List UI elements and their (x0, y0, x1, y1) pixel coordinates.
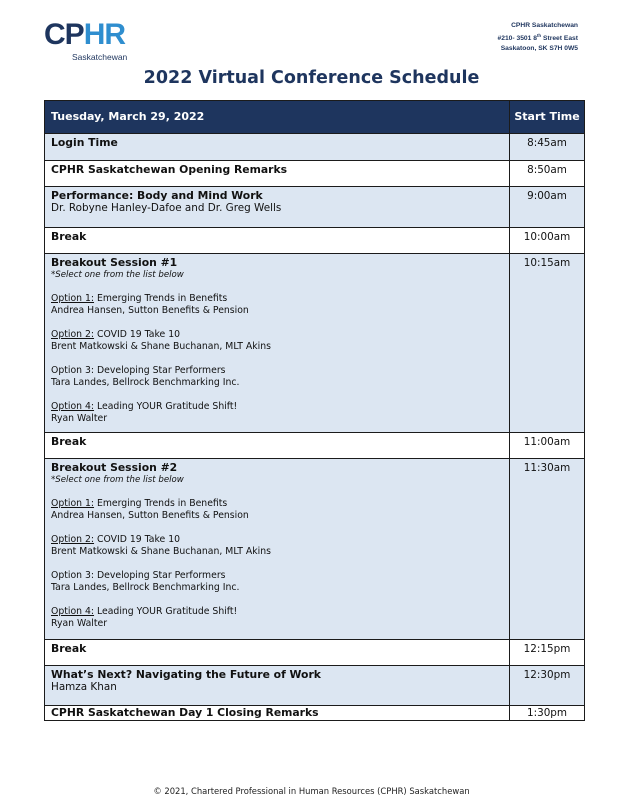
day-header: Tuesday, March 29, 2022 (45, 101, 510, 134)
event-cell (45, 228, 510, 254)
option-label: Option 3: (51, 570, 95, 581)
address-block (498, 21, 578, 54)
breakout-option (51, 401, 503, 425)
event-title: Breakout Session #1 (51, 256, 178, 269)
copyright-footer: © 2021, Chartered Professional in Human Resources (CPHR) Saskatchewan (153, 786, 470, 796)
breakout-option (51, 606, 503, 630)
event-time: 10:00am (510, 228, 585, 254)
table-row (45, 433, 585, 459)
breakout-option (51, 365, 503, 389)
event-title: What’s Next? Navigating the Future of Work (51, 668, 321, 681)
event-cell (45, 161, 510, 187)
breakout-option (51, 498, 503, 522)
address-street-name: Street East (541, 35, 578, 43)
breakout-option (51, 293, 503, 317)
event-time: 12:15pm (510, 640, 585, 666)
event-speaker: Dr. Robyne Hanley-Dafoe and Dr. Greg Wells (51, 202, 282, 214)
address-street-number: #210- 3501 8 (497, 35, 537, 43)
event-cell (45, 254, 510, 433)
event-cell (45, 187, 510, 228)
event-speaker: Hamza Khan (51, 681, 117, 693)
address-street (498, 31, 578, 44)
table-row (45, 161, 585, 187)
event-title: CPHR Saskatchewan Opening Remarks (51, 163, 288, 176)
table-header-row (45, 101, 585, 134)
event-time: 8:45am (510, 134, 585, 161)
event-title: CPHR Saskatchewan Day 1 Closing Remarks (51, 706, 319, 719)
option-topic: COVID 19 Take 10 (94, 329, 181, 340)
option-label: Option 1: (51, 293, 95, 304)
option-speaker: Brent Matkowski & Shane Buchanan, MLT Akins (51, 341, 271, 352)
option-topic: Emerging Trends in Benefits (94, 293, 228, 304)
event-title: Performance: Body and Mind Work (51, 189, 263, 202)
breakout-option (51, 329, 503, 353)
option-label: Option 2: (51, 534, 95, 545)
option-topic: Developing Star Performers (94, 570, 226, 581)
event-title: Break (51, 435, 87, 448)
option-topic: Emerging Trends in Benefits (94, 498, 228, 509)
event-title: Breakout Session #2 (51, 461, 178, 474)
logo-wordmark (44, 20, 134, 50)
event-title: Login Time (51, 136, 118, 149)
table-row (45, 254, 585, 433)
start-time-header: Start Time (510, 101, 585, 134)
option-speaker: Tara Landes, Bellrock Benchmarking Inc. (51, 377, 240, 388)
table-row (45, 187, 585, 228)
option-label: Option 3: (51, 365, 95, 376)
event-time: 11:30am (510, 459, 585, 640)
option-label: Option 1: (51, 498, 95, 509)
breakout-option (51, 570, 503, 594)
event-time: 12:30pm (510, 666, 585, 706)
option-topic: Leading YOUR Gratitude Shift! (94, 606, 238, 617)
option-label: Option 2: (51, 329, 95, 340)
event-time: 8:50am (510, 161, 585, 187)
option-speaker: Ryan Walter (51, 618, 108, 629)
table-row (45, 666, 585, 706)
option-speaker: Andrea Hansen, Sutton Benefits & Pension (51, 510, 249, 521)
table-row (45, 706, 585, 721)
event-time: 9:00am (510, 187, 585, 228)
event-cell (45, 640, 510, 666)
table-row (45, 640, 585, 666)
event-title: Break (51, 230, 87, 243)
logo-cp: CP (44, 18, 84, 51)
event-time: 11:00am (510, 433, 585, 459)
address-ordinal: th (536, 33, 542, 38)
page-title: 2022 Virtual Conference Schedule (143, 68, 480, 88)
cphr-logo (44, 20, 134, 62)
option-topic: Leading YOUR Gratitude Shift! (94, 401, 238, 412)
event-note: *Select one from the list below (51, 270, 184, 280)
address-city: Saskatoon, SK S7H 0W5 (500, 45, 578, 53)
schedule-table (44, 100, 585, 721)
option-topic: COVID 19 Take 10 (94, 534, 181, 545)
option-speaker: Andrea Hansen, Sutton Benefits & Pension (51, 305, 249, 316)
logo-subtitle: Saskatchewan (72, 52, 128, 62)
table-row (45, 459, 585, 640)
event-title: Break (51, 642, 87, 655)
table-row (45, 134, 585, 161)
breakout-option (51, 534, 503, 558)
option-speaker: Brent Matkowski & Shane Buchanan, MLT Akins (51, 546, 271, 557)
option-speaker: Tara Landes, Bellrock Benchmarking Inc. (51, 582, 240, 593)
logo-hr: HR (83, 18, 126, 51)
event-cell (45, 706, 510, 721)
event-time: 1:30pm (510, 706, 585, 721)
event-cell (45, 459, 510, 640)
event-cell (45, 666, 510, 706)
option-speaker: Ryan Walter (51, 413, 108, 424)
option-label: Option 4: (51, 606, 95, 617)
event-cell (45, 134, 510, 161)
table-row (45, 228, 585, 254)
option-topic: Developing Star Performers (94, 365, 226, 376)
address-org: CPHR Saskatchewan (511, 22, 578, 29)
event-note: *Select one from the list below (51, 475, 184, 485)
event-cell (45, 433, 510, 459)
event-time: 10:15am (510, 254, 585, 433)
option-label: Option 4: (51, 401, 95, 412)
